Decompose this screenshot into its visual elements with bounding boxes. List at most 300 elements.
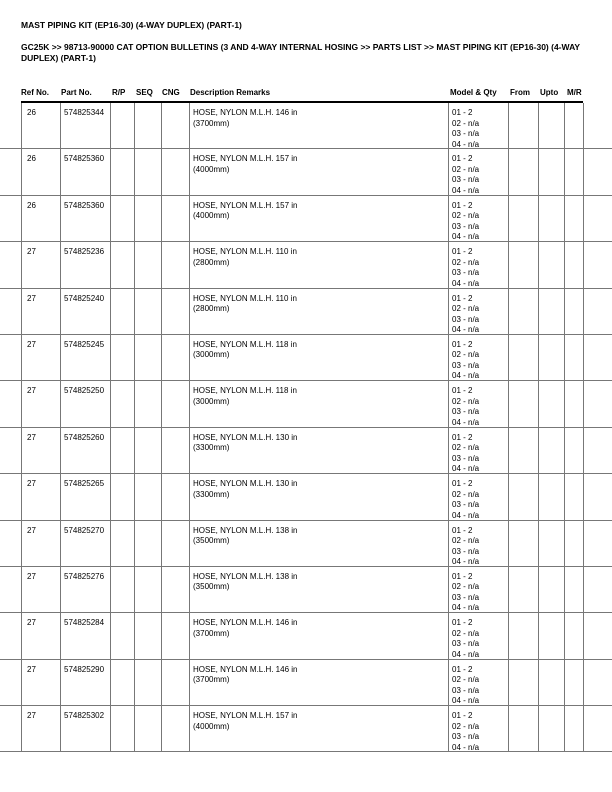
- column-divider: [448, 196, 449, 241]
- model-qty-cell-line: 03 - n/a: [452, 732, 480, 742]
- column-divider: [564, 242, 565, 287]
- column-divider: [564, 289, 565, 334]
- model-qty-cell: [452, 665, 479, 707]
- column-divider: [110, 706, 111, 751]
- column-divider: [583, 521, 584, 566]
- column-divider: [134, 335, 135, 380]
- description-cell-line: HOSE, NYLON M.L.H. 157 in: [193, 154, 298, 164]
- part-no-cell: 574825260: [64, 432, 105, 442]
- column-divider: [189, 103, 190, 148]
- model-qty-cell-line: 03 - n/a: [452, 268, 480, 278]
- ref-no-cell: 27: [27, 479, 36, 489]
- description-cell: [193, 108, 443, 129]
- model-qty-cell-line: 04 - n/a: [452, 371, 480, 381]
- description-cell-line: (3700mm): [193, 675, 230, 685]
- column-divider: [110, 474, 111, 519]
- ref-no-cell: 27: [27, 339, 36, 349]
- column-divider: [448, 521, 449, 566]
- description-cell: [193, 572, 443, 593]
- column-divider: [564, 149, 565, 194]
- part-no-cell: 574825284: [64, 618, 105, 628]
- model-qty-cell-line: 04 - n/a: [452, 139, 480, 149]
- column-divider: [508, 381, 509, 426]
- part-no-cell: 574825360: [64, 154, 105, 164]
- model-qty-cell-line: 02 - n/a: [452, 118, 480, 128]
- ref-no-cell: 27: [27, 432, 36, 442]
- description-cell: [193, 665, 443, 686]
- column-divider: [21, 613, 22, 658]
- ref-no-cell: 26: [27, 154, 36, 164]
- column-divider: [508, 335, 509, 380]
- column-divider: [538, 567, 539, 612]
- column-divider: [508, 474, 509, 519]
- ref-no-cell: 27: [27, 247, 36, 257]
- table-row: [0, 706, 612, 752]
- model-qty-cell-line: 01 - 2: [452, 200, 473, 210]
- column-divider: [583, 196, 584, 241]
- column-divider: [564, 521, 565, 566]
- column-divider: [134, 381, 135, 426]
- column-divider: [60, 196, 61, 241]
- column-divider: [583, 706, 584, 751]
- part-no-cell: 574825240: [64, 293, 105, 303]
- col-part-no: Part No.: [61, 88, 92, 97]
- column-divider: [110, 567, 111, 612]
- model-qty-cell-line: 03 - n/a: [452, 500, 480, 510]
- column-divider: [110, 196, 111, 241]
- model-qty-cell-line: 02 - n/a: [452, 536, 480, 546]
- description-cell-line: (2800mm): [193, 304, 230, 314]
- column-divider: [583, 149, 584, 194]
- ref-no-cell: 27: [27, 571, 36, 581]
- column-divider: [134, 242, 135, 287]
- column-divider: [161, 660, 162, 705]
- column-divider: [60, 521, 61, 566]
- breadcrumb: GC25K >> 98713-90000 CAT OPTION BULLETINS (3 AND 4-WAY INTERNAL HOSING >> PARTS LIST >> MAST PIPING KIT (EP16-30) (4-WAY DUPLEX) (PART-1): [21, 42, 580, 63]
- column-divider: [134, 613, 135, 658]
- model-qty-cell-line: 03 - n/a: [452, 221, 480, 231]
- column-divider: [564, 567, 565, 612]
- description-cell: [193, 154, 443, 175]
- model-qty-cell-line: 04 - n/a: [452, 603, 480, 613]
- column-divider: [508, 289, 509, 334]
- model-qty-cell-line: 01 - 2: [452, 154, 473, 164]
- column-divider: [161, 289, 162, 334]
- column-divider: [583, 474, 584, 519]
- column-divider: [508, 428, 509, 473]
- column-divider: [21, 196, 22, 241]
- column-divider: [189, 706, 190, 751]
- column-divider: [60, 335, 61, 380]
- part-no-cell: 574825344: [64, 108, 105, 117]
- description-cell-line: HOSE, NYLON M.L.H. 110 in: [193, 293, 297, 303]
- model-qty-cell-line: 01 - 2: [452, 664, 473, 674]
- column-divider: [110, 521, 111, 566]
- part-no-cell: 574825265: [64, 479, 105, 489]
- column-divider: [161, 335, 162, 380]
- column-divider: [161, 706, 162, 751]
- model-qty-cell-line: 02 - n/a: [452, 443, 480, 453]
- description-cell-line: (2800mm): [193, 257, 230, 267]
- part-no-cell: 574825250: [64, 386, 105, 396]
- column-divider: [60, 149, 61, 194]
- model-qty-cell: [452, 386, 479, 428]
- column-divider: [60, 474, 61, 519]
- column-divider: [189, 521, 190, 566]
- column-divider: [161, 242, 162, 287]
- description-cell-line: (4000mm): [193, 211, 230, 221]
- column-divider: [448, 242, 449, 287]
- column-divider: [21, 567, 22, 612]
- col-upto: Upto: [540, 88, 559, 97]
- column-divider: [564, 103, 565, 148]
- ref-no-cell: 26: [27, 200, 36, 210]
- col-model-qty: Model & Qty: [450, 88, 497, 97]
- model-qty-cell: [452, 108, 479, 150]
- description-cell: [193, 618, 443, 639]
- model-qty-cell-line: 02 - n/a: [452, 164, 480, 174]
- column-divider: [134, 706, 135, 751]
- column-divider: [110, 381, 111, 426]
- description-cell: [193, 201, 443, 222]
- description-cell-line: (3300mm): [193, 489, 230, 499]
- column-divider: [508, 103, 509, 148]
- column-divider: [538, 196, 539, 241]
- model-qty-cell-line: 03 - n/a: [452, 314, 480, 324]
- column-divider: [189, 660, 190, 705]
- table-row: [0, 474, 612, 520]
- column-divider: [21, 149, 22, 194]
- column-divider: [538, 381, 539, 426]
- column-divider: [110, 149, 111, 194]
- part-no-cell: 574825276: [64, 571, 105, 581]
- column-divider: [583, 660, 584, 705]
- description-cell-line: (4000mm): [193, 164, 230, 174]
- description-cell: [193, 711, 443, 732]
- col-mr: M/R: [567, 88, 582, 97]
- table-row: [0, 567, 612, 613]
- column-divider: [538, 335, 539, 380]
- model-qty-cell: [452, 294, 479, 336]
- description-cell-line: HOSE, NYLON M.L.H. 138 in: [193, 571, 298, 581]
- ref-no-cell: 26: [27, 108, 36, 117]
- part-no-cell: 574825236: [64, 247, 105, 257]
- column-divider: [448, 660, 449, 705]
- column-divider: [189, 335, 190, 380]
- model-qty-cell-line: 02 - n/a: [452, 396, 480, 406]
- model-qty-cell-line: 03 - n/a: [452, 453, 480, 463]
- column-divider: [538, 613, 539, 658]
- model-qty-cell-line: 01 - 2: [452, 386, 473, 396]
- model-qty-cell-line: 04 - n/a: [452, 278, 480, 288]
- column-divider: [538, 474, 539, 519]
- table-row: [0, 428, 612, 474]
- model-qty-cell-line: 04 - n/a: [452, 417, 480, 427]
- column-divider: [583, 242, 584, 287]
- column-divider: [21, 660, 22, 705]
- column-divider: [538, 521, 539, 566]
- model-qty-cell-line: 01 - 2: [452, 525, 473, 535]
- column-divider: [161, 474, 162, 519]
- description-cell: [193, 247, 443, 268]
- column-divider: [538, 103, 539, 148]
- col-from: From: [510, 88, 530, 97]
- col-cng: CNG: [162, 88, 180, 97]
- description-cell: [193, 386, 443, 407]
- model-qty-cell-line: 03 - n/a: [452, 407, 480, 417]
- column-divider: [60, 660, 61, 705]
- model-qty-cell-line: 01 - 2: [452, 571, 473, 581]
- model-qty-cell-line: 03 - n/a: [452, 546, 480, 556]
- model-qty-cell: [452, 526, 479, 568]
- column-divider: [583, 613, 584, 658]
- column-divider: [134, 149, 135, 194]
- model-qty-cell-line: 04 - n/a: [452, 557, 480, 567]
- column-divider: [189, 289, 190, 334]
- column-divider: [448, 474, 449, 519]
- description-cell-line: HOSE, NYLON M.L.H. 118 in: [193, 386, 297, 396]
- column-divider: [583, 335, 584, 380]
- model-qty-cell: [452, 433, 479, 475]
- column-divider: [110, 242, 111, 287]
- model-qty-cell: [452, 201, 479, 243]
- column-divider: [189, 196, 190, 241]
- model-qty-cell-line: 04 - n/a: [452, 649, 480, 659]
- column-divider: [134, 103, 135, 148]
- column-divider: [60, 289, 61, 334]
- model-qty-cell: [452, 247, 479, 289]
- description-cell-line: (3500mm): [193, 582, 230, 592]
- description-cell: [193, 526, 443, 547]
- column-divider: [448, 103, 449, 148]
- column-divider: [161, 196, 162, 241]
- column-divider: [21, 428, 22, 473]
- table-row: [0, 660, 612, 706]
- column-divider: [60, 381, 61, 426]
- column-divider: [134, 521, 135, 566]
- column-divider: [448, 289, 449, 334]
- column-divider: [448, 335, 449, 380]
- ref-no-cell: 27: [27, 386, 36, 396]
- column-divider: [110, 660, 111, 705]
- model-qty-cell-line: 03 - n/a: [452, 129, 480, 138]
- ref-no-cell: 27: [27, 711, 36, 721]
- column-divider: [60, 242, 61, 287]
- description-cell-line: (4000mm): [193, 721, 230, 731]
- model-qty-cell-line: 04 - n/a: [452, 325, 480, 335]
- model-qty-cell-line: 02 - n/a: [452, 582, 480, 592]
- part-no-cell: 574825302: [64, 711, 105, 721]
- model-qty-cell-line: 01 - 2: [452, 432, 473, 442]
- column-divider: [134, 474, 135, 519]
- column-divider: [448, 567, 449, 612]
- description-cell-line: HOSE, NYLON M.L.H. 130 in: [193, 479, 298, 489]
- column-divider: [189, 381, 190, 426]
- model-qty-cell-line: 04 - n/a: [452, 510, 480, 520]
- part-no-cell: 574825245: [64, 339, 105, 349]
- column-divider: [583, 289, 584, 334]
- column-divider: [134, 289, 135, 334]
- column-divider: [21, 521, 22, 566]
- column-divider: [508, 706, 509, 751]
- model-qty-cell-line: 03 - n/a: [452, 360, 480, 370]
- model-qty-cell-line: 01 - 2: [452, 108, 473, 117]
- description-cell-line: (3000mm): [193, 350, 230, 360]
- column-divider: [564, 660, 565, 705]
- column-divider: [134, 196, 135, 241]
- column-divider: [508, 196, 509, 241]
- column-divider: [161, 521, 162, 566]
- description-cell: [193, 294, 443, 315]
- description-cell-line: (3300mm): [193, 443, 230, 453]
- column-divider: [448, 428, 449, 473]
- column-divider: [161, 149, 162, 194]
- col-description: Description Remarks: [190, 88, 271, 97]
- description-cell-line: HOSE, NYLON M.L.H. 157 in: [193, 200, 298, 210]
- column-divider: [110, 103, 111, 148]
- column-divider: [564, 706, 565, 751]
- column-divider: [564, 613, 565, 658]
- column-divider: [448, 706, 449, 751]
- model-qty-cell-line: 01 - 2: [452, 618, 473, 628]
- ref-no-cell: 27: [27, 525, 36, 535]
- model-qty-cell: [452, 340, 479, 382]
- parts-table-body: [0, 103, 612, 752]
- column-divider: [21, 242, 22, 287]
- column-divider: [110, 613, 111, 658]
- column-divider: [189, 474, 190, 519]
- column-divider: [21, 289, 22, 334]
- table-row: [0, 381, 612, 427]
- column-divider: [564, 196, 565, 241]
- column-divider: [189, 613, 190, 658]
- ref-no-cell: 27: [27, 618, 36, 628]
- column-divider: [21, 103, 22, 148]
- column-divider: [564, 381, 565, 426]
- col-seq: SEQ: [136, 88, 153, 97]
- model-qty-cell-line: 03 - n/a: [452, 592, 480, 602]
- column-divider: [583, 428, 584, 473]
- column-divider: [60, 103, 61, 148]
- model-qty-cell: [452, 711, 479, 753]
- model-qty-cell-line: 01 - 2: [452, 479, 473, 489]
- column-divider: [21, 381, 22, 426]
- model-qty-cell-line: 03 - n/a: [452, 175, 480, 185]
- column-divider: [508, 567, 509, 612]
- table-row: [0, 521, 612, 567]
- table-row: [0, 103, 612, 149]
- column-divider: [538, 706, 539, 751]
- description-cell-line: (3700mm): [193, 628, 230, 638]
- column-divider: [508, 660, 509, 705]
- description-cell-line: HOSE, NYLON M.L.H. 118 in: [193, 339, 297, 349]
- column-divider: [60, 706, 61, 751]
- part-no-cell: 574825290: [64, 664, 105, 674]
- column-divider: [110, 335, 111, 380]
- column-divider: [60, 613, 61, 658]
- column-divider: [21, 474, 22, 519]
- column-divider: [448, 381, 449, 426]
- column-divider: [189, 428, 190, 473]
- model-qty-cell-line: 01 - 2: [452, 247, 473, 257]
- model-qty-cell-line: 04 - n/a: [452, 696, 480, 706]
- table-row: [0, 289, 612, 335]
- model-qty-cell: [452, 154, 479, 196]
- description-cell-line: HOSE, NYLON M.L.H. 146 in: [193, 108, 298, 117]
- column-divider: [538, 660, 539, 705]
- column-divider: [189, 567, 190, 612]
- column-divider: [508, 242, 509, 287]
- model-qty-cell-line: 02 - n/a: [452, 721, 480, 731]
- description-cell-line: HOSE, NYLON M.L.H. 146 in: [193, 618, 298, 628]
- column-divider: [134, 567, 135, 612]
- description-cell-line: HOSE, NYLON M.L.H. 146 in: [193, 664, 298, 674]
- column-divider: [161, 567, 162, 612]
- column-divider: [583, 567, 584, 612]
- model-qty-cell-line: 03 - n/a: [452, 639, 480, 649]
- column-divider: [161, 428, 162, 473]
- model-qty-cell-line: 02 - n/a: [452, 350, 480, 360]
- ref-no-cell: 27: [27, 293, 36, 303]
- model-qty-cell-line: 04 - n/a: [452, 464, 480, 474]
- description-cell-line: (3500mm): [193, 536, 230, 546]
- column-divider: [583, 103, 584, 148]
- column-divider: [448, 613, 449, 658]
- column-divider: [161, 381, 162, 426]
- column-divider: [564, 474, 565, 519]
- model-qty-cell: [452, 572, 479, 614]
- column-divider: [538, 289, 539, 334]
- column-divider: [538, 149, 539, 194]
- description-cell-line: HOSE, NYLON M.L.H. 138 in: [193, 525, 298, 535]
- column-divider: [538, 428, 539, 473]
- column-divider: [21, 335, 22, 380]
- model-qty-cell-line: 02 - n/a: [452, 211, 480, 221]
- part-no-cell: 574825270: [64, 525, 105, 535]
- column-divider: [189, 242, 190, 287]
- column-divider: [538, 242, 539, 287]
- model-qty-cell-line: 04 - n/a: [452, 232, 480, 242]
- column-divider: [161, 613, 162, 658]
- column-divider: [508, 521, 509, 566]
- model-qty-cell-line: 01 - 2: [452, 711, 473, 721]
- column-divider: [60, 567, 61, 612]
- column-divider: [448, 149, 449, 194]
- description-cell: [193, 340, 443, 361]
- model-qty-cell-line: 02 - n/a: [452, 489, 480, 499]
- model-qty-cell-line: 01 - 2: [452, 339, 473, 349]
- column-divider: [134, 660, 135, 705]
- column-divider: [564, 428, 565, 473]
- model-qty-cell-line: 02 - n/a: [452, 675, 480, 685]
- description-cell: [193, 433, 443, 454]
- description-cell: [193, 479, 443, 500]
- table-row: [0, 149, 612, 195]
- model-qty-cell: [452, 479, 479, 521]
- model-qty-cell-line: 02 - n/a: [452, 257, 480, 267]
- description-cell-line: (3000mm): [193, 396, 230, 406]
- ref-no-cell: 27: [27, 664, 36, 674]
- table-row: [0, 613, 612, 659]
- model-qty-cell-line: 03 - n/a: [452, 685, 480, 695]
- part-no-cell: 574825360: [64, 200, 105, 210]
- model-qty-cell-line: 02 - n/a: [452, 628, 480, 638]
- table-row: [0, 335, 612, 381]
- model-qty-cell-line: 04 - n/a: [452, 742, 480, 752]
- page-title: MAST PIPING KIT (EP16-30) (4-WAY DUPLEX) (PART-1): [21, 20, 242, 30]
- description-cell-line: HOSE, NYLON M.L.H. 157 in: [193, 711, 298, 721]
- column-divider: [508, 613, 509, 658]
